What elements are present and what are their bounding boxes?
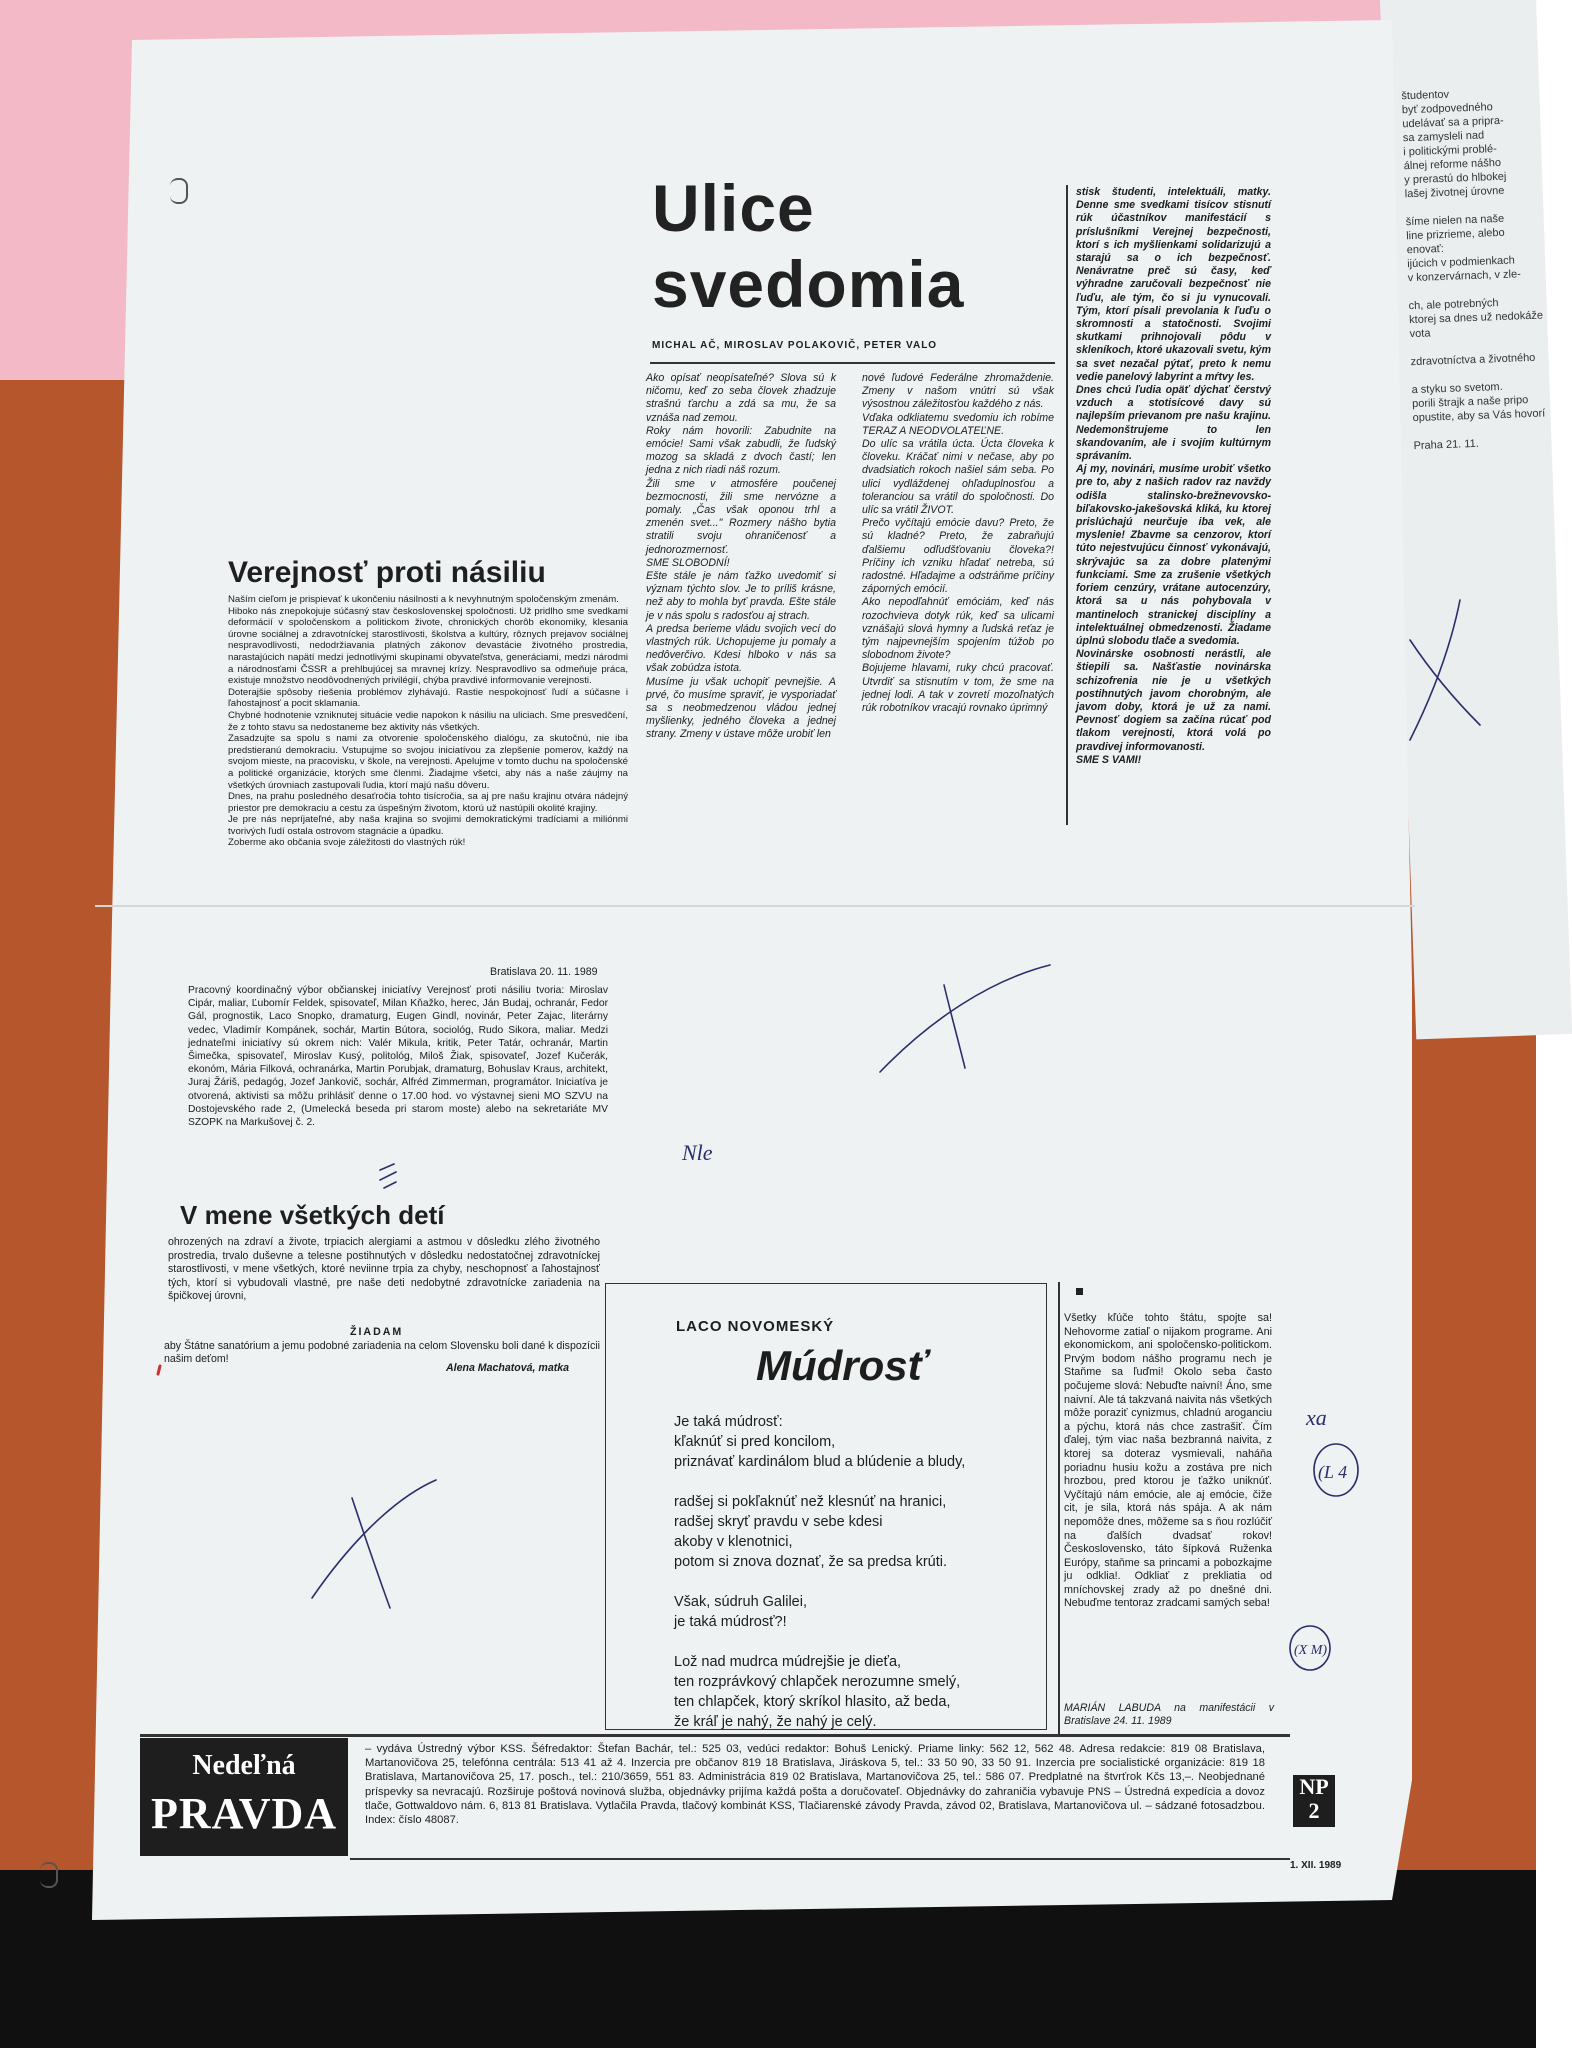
pen-red-mark: [158, 1366, 160, 1374]
poem-title: Múdrosť: [756, 1342, 928, 1389]
pen-note-right3: (X M): [1294, 1643, 1328, 1658]
pen-note-middle: Nle: [682, 1140, 713, 1165]
vpn-title: Verejnosť proti násiliu: [228, 556, 546, 589]
np-badge-line1: NP: [1299, 1774, 1329, 1799]
poem-author: LACO NOVOMESKÝ: [676, 1318, 835, 1335]
pen-cross-right-stroke2: [1410, 640, 1480, 725]
deti-demand-label: ŽIADAM: [350, 1326, 404, 1338]
deti-title: V mene všetkých detí: [180, 1200, 445, 1230]
pen-cross-middle-stroke1: [880, 965, 1050, 1072]
main-title-line1: Ulice: [652, 171, 815, 245]
pen-scribble-title: [380, 1164, 396, 1188]
np-badge-line2: 2: [1308, 1798, 1320, 1823]
vpn-committee: Pracovný koordinačný výbor občianskej iniciatívy Verejnosť proti násiliu tvoria: Miroslav Cipár, maliar, Ľubomír Feldek, spisovateľ, Milan Kňažko, herec, Ján Budaj, ochranár, Fedor Gál, prognostik, Laco Snopko, dramaturg, Eugen Gindl, novinár, Peter Zajac, literárny vedec, Vladimír Kompánek, sochár, Martin Bútora, sociológ, Rudo Sikora, maliar. Medzi jednateľmi iniciatívy sú okrem nich: Valér Mikula, kritik, Peter Tatár, ochranár, Martin Šimečka, spisovateľ, Miroslav Kusý, politológ, Miloš Žiak, spisovateľ, Jozef Kučerák, ekonóm, Mária Filková, ochranárka, Martin Porubjak, dramaturg, Bohuslav Kraus, architekt, Juraj Žáriš, pedagóg, Jozef Jankovič, sochár, Alfréd Zimmerman, programátor. Iniciatíva je otvorená, aktivisti sa môžu prihlásiť denne o 17.00 hod. vo výstavnej sieni MO SZVU na Dostojevského rade 2, (Umelecká beseda pri starom moste) alebo na sekretariáte MV SZOPK na Markušovej č. 2.: [188, 985, 608, 1129]
pen-cross-right-stroke1: [1410, 600, 1460, 740]
pen-cross-left-stroke1: [312, 1480, 436, 1598]
vpn-signature: Bratislava 20. 11. 1989: [490, 966, 598, 978]
labuda-signature: MARIÁN LABUDA na manifestácii v Bratislave 24. 11. 1989: [1064, 1702, 1274, 1728]
side-clipping-text: študentov byť zodpovedného udelávať sa a pripra- sa zamysleli nad i politickými problé- álnej reforme nášho y prerastú do hlbokej lašej životnej úrovne šíme nielen na naše line prizrieme, alebo enovať: ijúcich v podmienkach v konzervárnach, v zle- ch, ale potrebných ktorej sa dnes už nedokáže vota zdravotníctva a životného a styku so svetom. porili štrajk a naše pripo opustite, aby sa Vás hovorí Praha 21. 11.: [1401, 88, 1546, 453]
deti-body: ohrozených na zdraví a živote, trpiacich alergiami a astmou v dôsledku zlého životného prostredia, trvalo duševne a telesne postihnutých v dôsledku nedostatočnej zdravotníckej starostlivosti, v mene všetkých, ktoré neviinne trpia za chyby, neschopnosť a ľahostajnosť tých, ktorí si vybudovali vlastné, pre naše deti nedobytné zdravotnícke zariadenia na špičkovej úrovni,: [168, 1236, 600, 1303]
poem-text: Je taká múdrosť: kľaknúť si pred koncilom, priznávať kardinálom blud a blúdenie a bludy, radšej si pokľaknúť než klesnúť na hranici, radšej skryť pravdu v sebe kdesi akoby v klenotnici, potom si znova doznať, že sa predsa krúti. Však, súdruh Galilei, je taká múdrosť?! Lož nad mudrca múdrejšie je dieťa, ten rozprávkový chlapček nerozumne smelý, ten chlapček, ktorý skríkol hlasito, až beda, že kráľ je nahý, že nahý je celý.: [674, 1414, 966, 1730]
deti-demand: aby Štátne sanatórium a jemu podobné zariadenia na celom Slovensku boli dané k dispozícii našim deťom!: [164, 1340, 600, 1365]
logo-line1: Nedeľná: [192, 1750, 296, 1781]
pen-note-right2: (L 4: [1318, 1462, 1348, 1482]
pen-cross-middle-stroke2: [944, 985, 965, 1068]
main-byline: MICHAL AČ, MIROSLAV POLAKOVIČ, PETER VALO: [652, 340, 938, 351]
main-column-2: nové ľudové Federálne zhromaždenie. Zmeny v našom vnútri sú však výsostnou záležitosťou každého z nás. Vďaka odkliatemu svedomiu ich robíme TERAZ A NEODVOLATEĽNE. Do ulíc sa vrátila úcta. Úcta človeka k človeku. Kráčať nimi v nečase, aby po dvadsiatich rokoch našiel sám seba. Po ulici vydláždenej ohľaduplnosťou a toleranciou sa vrátil do spoločnosti. Do ulíc sa vrátil ŽIVOT. Prečo vyčítajú emócie davu? Preto, že sú kladné? Preto, že zabraňujú ďalšiemu odľudšťovaniu človeka?! Príčiny ich vzniku hľadať netreba, sú radostné. Hľadajme a odstráňme príčiny záporných emócií. Ako nepodľahnúť emóciám, keď nás rozochvieva dotyk rúk, keď sa ulicami vznášajú slová hymny a ľudská reťaz je tým najpevnejším spojením túžob po slobodnom živote? Bojujeme hlavami, ruky chcú pracovať. Utvrdiť sa stisnutím v tom, že sme na jednej lodi. A tak v zovretí mozoľnatých rúk robotníkov vracajú rovnako úprimný: [862, 372, 1054, 715]
issue-date: 1. XII. 1989: [1290, 1860, 1342, 1871]
main-column-1: Ako opísať neopísateľné? Slova sú k ničomu, keď zo seba človek zhadzuje strašnú ťarchu a zdá sa mu, že sa vznáša nad zemou. Roky nám hovorili: Zabudnite na emócie! Sami však zabudli, že ľudský mozog sa skladá z dvoch častí; len jedna z nich riadi náš rozum. Žili sme v atmosfére poučenej bezmocnosti, žili sme nervózne a pomaly. „Čas však oponou trhl a zmenén svet..." Rozmery nášho bytia stratili svoju ohraničenosť a jednorozmernosť. SME SLOBODNÍ! Ešte stále je nám ťažko uvedomiť si význam týchto slov. Je to príliš krásne, než aby to mohla byť pravda. Ešte stále je v nás spolu s radosťou aj strach. A predsa berieme vládu svojich vecí do vlastných rúk. Uchopujeme ju pomaly a nedôverčivo. Kdesi hlboko v nás sa však zobúdza istota. Musíme ju však uchopiť pevnejšie. A prvé, čo musíme spraviť, je vysporiadať sa s neobmedzenou vládou jednej myšlienky, jedného človeka a jednej strany. Zmeny v ústave môže urobiť len: [646, 372, 836, 741]
masthead-imprint: – vydáva Ústredný výbor KSS. Šéfredaktor: Štefan Bachár, tel.: 525 03, vedúci redaktor: Bohuš Lenický. Priame linky: 562 12, 562 48. Adresa redakcie: 819 08 Bratislava, Martanovičova 25, telefónna centrála: 513 41 až 4. Inzercia pre občanov 819 18 Bratislava, Jiráskova 5, tel.: 33 50 90, 33 50 91. Inzercia pre socialistické organizácie: 819 18 Bratislava, Martanovičova 25, 17. posch., tel.: 210/3659, 551 83. Administrácia 819 02 Bratislava, Martanovičova 25, tel.: 586 07. Predplatné na štvrťrok Kčs 13,–. Neobjednané príspevky sa nevracajú. Rozširuje poštová novinová služba, objednávky prijíma každá pošta a doručovateľ. Objednávky do zahraničia vybavuje PNS – Ústredná expedícia a dovoz tlače, Gottwaldovo nám. 6, 813 81 Bratislava. Vytlačila Pravda, tlačový kombinát KSS, Tlačiarenské závody Pravda, závod 02, Bratislava, Martanovičova ul. – sádzané fotosadzbou. Index: číslo 48087.: [365, 1743, 1265, 1827]
deti-author: Alena Machatová, matka: [446, 1362, 570, 1374]
logo-line2: PRAVDA: [150, 1789, 338, 1838]
main-column-3: stisk študenti, intelektuáli, matky. Denne sme svedkami tisícov stisnutí rúk účastníkov manifestácií s príslušníkmi Verejnej bezpečnosti, ktorí s ich myšlienkami solidarizujú a starajú sa o ich bezpečnosť. Nenávratne preč sú časy, keď výhradne zaručovali bezpečnosť nie ľuďu, ale tým, čo si ju vynucovali. Tým, ktorí písali prevolania k ľuďu o skromnosti a statočnosti. Svojimi skutkami prihnojovali pôdu v skleníkoch, ktoré ukazovali svetu, kým sa svet nezačal pýtať, preto k nemu vedie panelový labyrint a mŕtvy les. Dnes chcú ľudia opäť dýchať čerstvý vzduch a stotisícové davy sú najlepším prievanom pre našu krajinu. Nedemonštrujeme to len skandovaním, ale i svojím kultúrnym správaním. Aj my, novinári, musíme urobiť všetko pre to, aby z našich radov raz navždy odišla stalinsko-brežnevovsko-biľakovsko-jakešovská kliká, ku ktorej prislúchajú neurčuje iba vek, ale myslenie! Zbavme sa cenzorov, ktorí túto nejestvujúcu činnosť vykonávajú, skrývajúc sa za dobre platenými funkciami. Sme za zrušenie všetkých foriem cenzúry, vrátane autocenzúry, ktorá sa u nás pohybovala v mantineloch stranickej disciplíny a intelektuálnej obmedzenosti. Žiadame úplnú slobodu tlače a svedomia. Novinárske osobnosti nerástli, ale štiepili sa. Našťastie novinárska schizofrenia nie je u všetkých postihnutých javom chorobným, ale javom doby, ktorá je už za nami. Pevnosť dogiem sa začína rúcať pod tlakom verejnosti, ktorá volá po pravdivej informovanosti. SME S VAMI!: [1076, 186, 1271, 766]
main-title-line2: svedomia: [652, 247, 965, 321]
labuda-body: Všetky kľúče tohto štátu, spojte sa! Nehovorme zatiaľ o nijakom programe. Ani ekonomickom, ani spoločensko-politickom. Prvým bodom nášho programu nech je Staňme sa ľuďmi! Okolo seba často počujeme slová: Nebuďte naivní! Áno, sme naivní. Ale tá takzvaná naivita nás všetkých môže poraziť cynizmus, chladnú aroganciu a pýchu, ktorá nás chce zastrašiť. Čím ďalej, tým viac naša bezbranná naivita, z ktorej sa doteraz vysmievali, naháňa poriadnu husiu kožu a zostáva pre nich hrozbou, pred ktorou je ťažko uniknúť. Vyčítajú nám emócie, ale aj emócie, čiže cit, je sila, ktorá nás spája. A ak nám nepomôže dnes, môžeme sa s ňou rozlúčiť na ďalších dvadsať rokov! Československo, táto šípková Ruženka Európy, staňme sa princami a pobozkajme ju odklia!. Odkliať z prekliatia od mníchovskej zrady až po dnešné dni. Nebuďme tentoraz zradcami samých seba!: [1064, 1312, 1272, 1610]
vpn-body: Naším cieľom je prispievať k ukončeniu násilnosti a k nevyhnutným spoločenským zmenám. Hiboko nás znepokojuje súčasný stav československej spoločnosti. Už pridlho sme svedkami deformácií v spoločenskom a politickom živote, chronických chorôb ekonomiky, klesania úrovne sociálnej a zdravotníckej starostlivosti, školstva a kultúry, rôznych prejavov sociálnej nespravodlivosti, nedodržiavania platných zákonov devastácie životného prostredia, narastajúcich napätí medzi jednotlivými skupinami obyvateľstva, generáciami, medzi národmi a národnosťami ČSSR a prehlbujúcej sa mravnej krízy. Nespravodlivo sa odmeňuje práca, existuje množstvo neodôvodnených privilégií, chýba pravdivé informovanie verejnosti. Doterajšie spôsoby riešenia problémov zlyhávajú. Rastie nespokojnosť ľudí a súčasne i ľahostajnosť a pocit sklamania. Chybné hodnotenie vzniknutej situácie vedie napokon k násiliu na uliciach. Sme presvedčení, že z tohto stavu sa nedostaneme bez aktivity nás všetkých. Zasadzujte sa spolu s nami za otvorenie spoločenského dialógu, za skutočnú, nie iba predstieranú demokraciu. Vstupujme so svojou iniciatívou za zlepšenie pomerov, každý na svojom mieste, na pracovisku, v škole, na verejnosti. Apelujme v tomto duchu na spoločenské a politické organizácie, ktorých sme členmi. Žiadajme všetci, aby nás a naše záujmy na všetkých úrovniach zastupovali ľudia, ktorí majú našu dôveru. Dnes, na prahu posledného desaťročia tohto tisícročia, sa aj pre našu krajinu otvára nádejný priestor pre demokraciu a cestu za úspešným životom, ktorú už nastúpili okolité krajiny. Je pre nás nepríjateľné, aby naša krajina so svojimi demokratickými tradíciami a miliónmi tvorivých ľudí ostala ostrovom stagnácie a úpadku. Zoberme ako občania svoje záležitosti do vlastných rúk!: [228, 594, 628, 849]
pen-note-right1: xa: [1306, 1405, 1327, 1430]
